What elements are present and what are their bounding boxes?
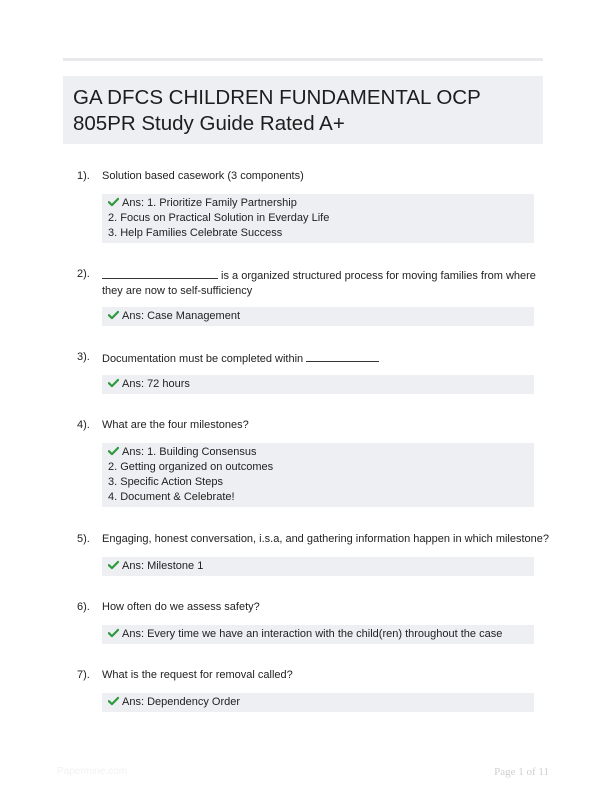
answer-box: [102, 693, 534, 712]
answer-line: 4. Document & Celebrate!: [108, 491, 235, 503]
answer-box: [102, 625, 534, 644]
answer-line: Ans: 1. Building Consensus: [122, 446, 257, 458]
checkmark-icon: [108, 560, 119, 570]
answer-line: Ans: Milestone 1: [122, 560, 204, 572]
question-text: What is the request for removal called?: [102, 669, 293, 681]
question-text: [102, 267, 538, 299]
watermark-text: Papermine.com: [57, 766, 128, 777]
fill-in-blank: [102, 267, 218, 279]
question-number: 2).: [77, 268, 90, 280]
answer-line: Ans: 72 hours: [122, 378, 190, 390]
answer-line: Ans: Dependency Order: [122, 696, 241, 708]
fill-in-blank: [306, 350, 379, 362]
answer-line: 3. Help Families Celebrate Success: [108, 227, 283, 239]
question-number: 4).: [77, 419, 90, 431]
checkmark-icon: [108, 197, 119, 207]
answer-box: [102, 443, 534, 507]
answer-line: Ans: 1. Prioritize Family Partnership: [122, 197, 297, 209]
answer-line: Ans: Case Management: [122, 310, 241, 322]
answer-box: [102, 307, 534, 326]
question-text: How often do we assess safety?: [102, 601, 260, 613]
checkmark-icon: [108, 378, 119, 388]
question-text-part: Documentation must be completed within: [102, 353, 307, 365]
question-number: 6).: [77, 601, 90, 613]
checkmark-icon: [108, 628, 119, 638]
title-line-1: GA DFCS CHILDREN FUNDAMENTAL OCP: [73, 86, 481, 109]
checkmark-icon: [108, 696, 119, 706]
answer-box: [102, 194, 534, 243]
answer-line: 2. Focus on Practical Solution in Everday Life: [108, 212, 330, 224]
page-number: Page 1 of 11: [494, 766, 549, 778]
question-number: 1).: [77, 170, 90, 182]
question-number: 5).: [77, 533, 90, 545]
title-banner: [63, 76, 543, 144]
top-divider: [63, 58, 543, 61]
answer-box: [102, 375, 534, 394]
answer-line: 3. Specific Action Steps: [108, 476, 223, 488]
title-line-2: 805PR Study Guide Rated A+: [73, 112, 345, 135]
question-text: What are the four milestones?: [102, 419, 249, 431]
question-number: 7).: [77, 669, 90, 681]
checkmark-icon: [108, 310, 119, 320]
answer-box: [102, 557, 534, 576]
question-text-part: is a organized structured process for moving families from where: [218, 270, 536, 282]
question-text: [102, 350, 538, 367]
question-text: Solution based casework (3 components): [102, 170, 304, 182]
checkmark-icon: [108, 446, 119, 456]
document-title: [73, 85, 533, 137]
question-number: 3).: [77, 351, 90, 363]
question-text-part: they are now to self-sufficiency: [102, 285, 253, 297]
answer-line: Ans: Every time we have an interaction with the child(ren) throughout the case: [122, 628, 503, 640]
answer-line: 2. Getting organized on outcomes: [108, 461, 274, 473]
question-text: Engaging, honest conversation, i.s.a, and gathering information happen in which milestone?: [102, 533, 550, 545]
